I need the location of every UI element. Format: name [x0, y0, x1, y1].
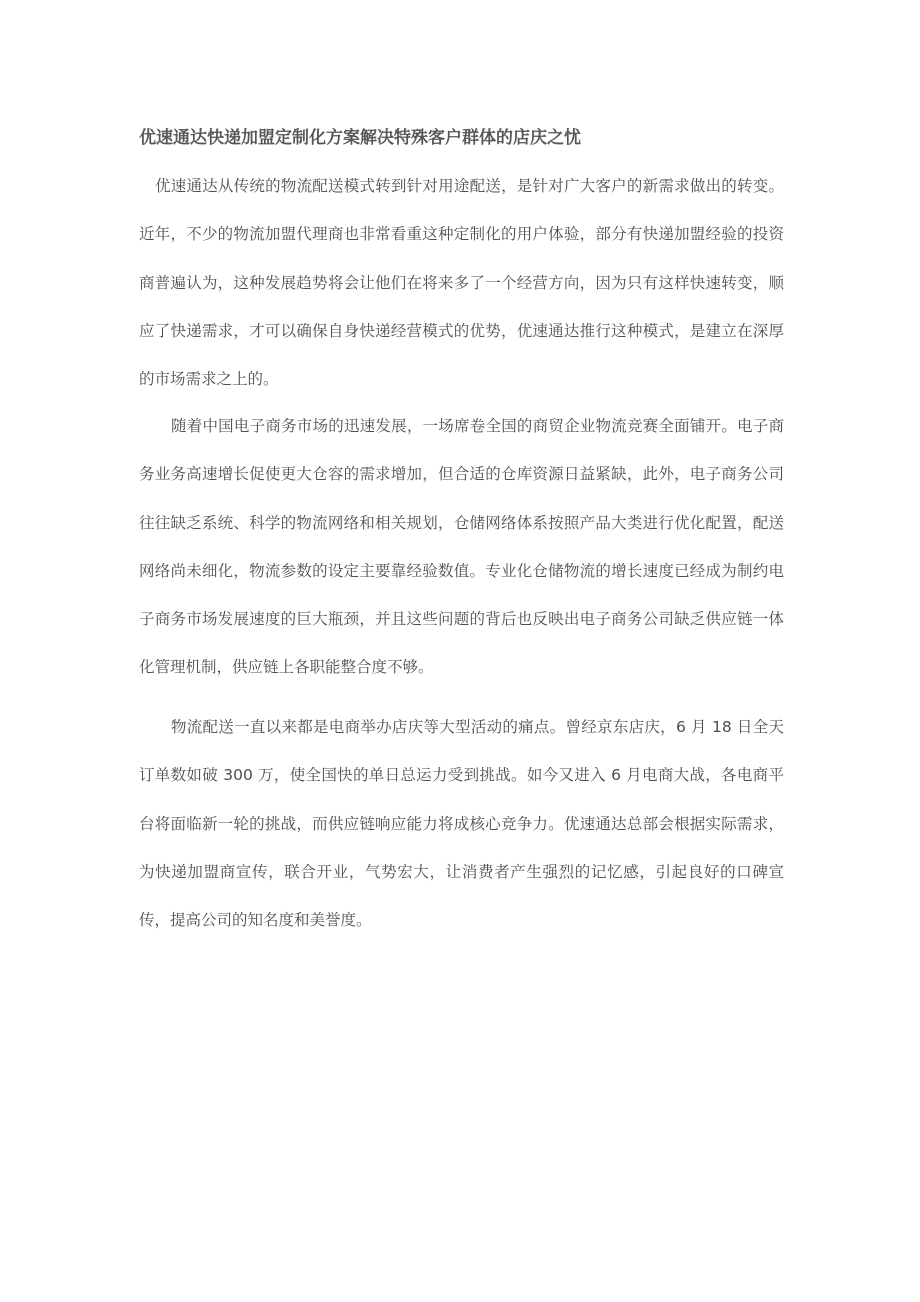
paragraph-2: 随着中国电子商务市场的迅速发展，一场席卷全国的商贸企业物流竞赛全面铺开。电子商务业务高速增长促使更大仓容的需求增加，但合适的仓库资源日益紧缺，此外，电子商务公司往往缺乏系统、科学的物流网络和相关规划，仓储网络体系按照产品大类进行优化配置，配送网络尚未细化，物流参数的设定主要靠经验数值。专业化仓储物流的增长速度已经成为制约电子商务市场发展速度的巨大瓶颈，并且这些问题的背后也反映出电子商务公司缺乏供应链一体化管理机制，供应链上各职能整合度不够。: [139, 417, 784, 677]
document-title: 优速通达快递加盟定制化方案解决特殊客户群体的店庆之忧: [139, 128, 581, 148]
paragraph-1: 优速通达从传统的物流配送模式转到针对用途配送，是针对广大客户的新需求做出的转变。近年，不少的物流加盟代理商也非常看重这种定制化的用户体验，部分有快递加盟经验的投资商普遍认为，这种发展趋势将会让他们在将来多了一个经营方向，因为只有这样快速转变，顺应了快递需求，才可以确保自身快递经营模式的优势，优速通达推行这种模式，是建立在深厚的市场需求之上的。: [139, 177, 784, 389]
paragraph-3: 物流配送一直以来都是电商举办店庆等大型活动的痛点。曾经京东店庆，6 月 18 日全天订单数如破 300 万，使全国快的单日总运力受到挑战。如今又进入 6 月电商大战，各电商平台将面临新一轮的挑战，而供应链响应能力将成核心竞争力。优速通达总部会根据实际需求，为快递加盟商宣传，联合开业，气势宏大，让消费者产生强烈的记忆感，引起良好的口碑宣传，提高公司的知名度和美誉度。: [139, 718, 784, 930]
